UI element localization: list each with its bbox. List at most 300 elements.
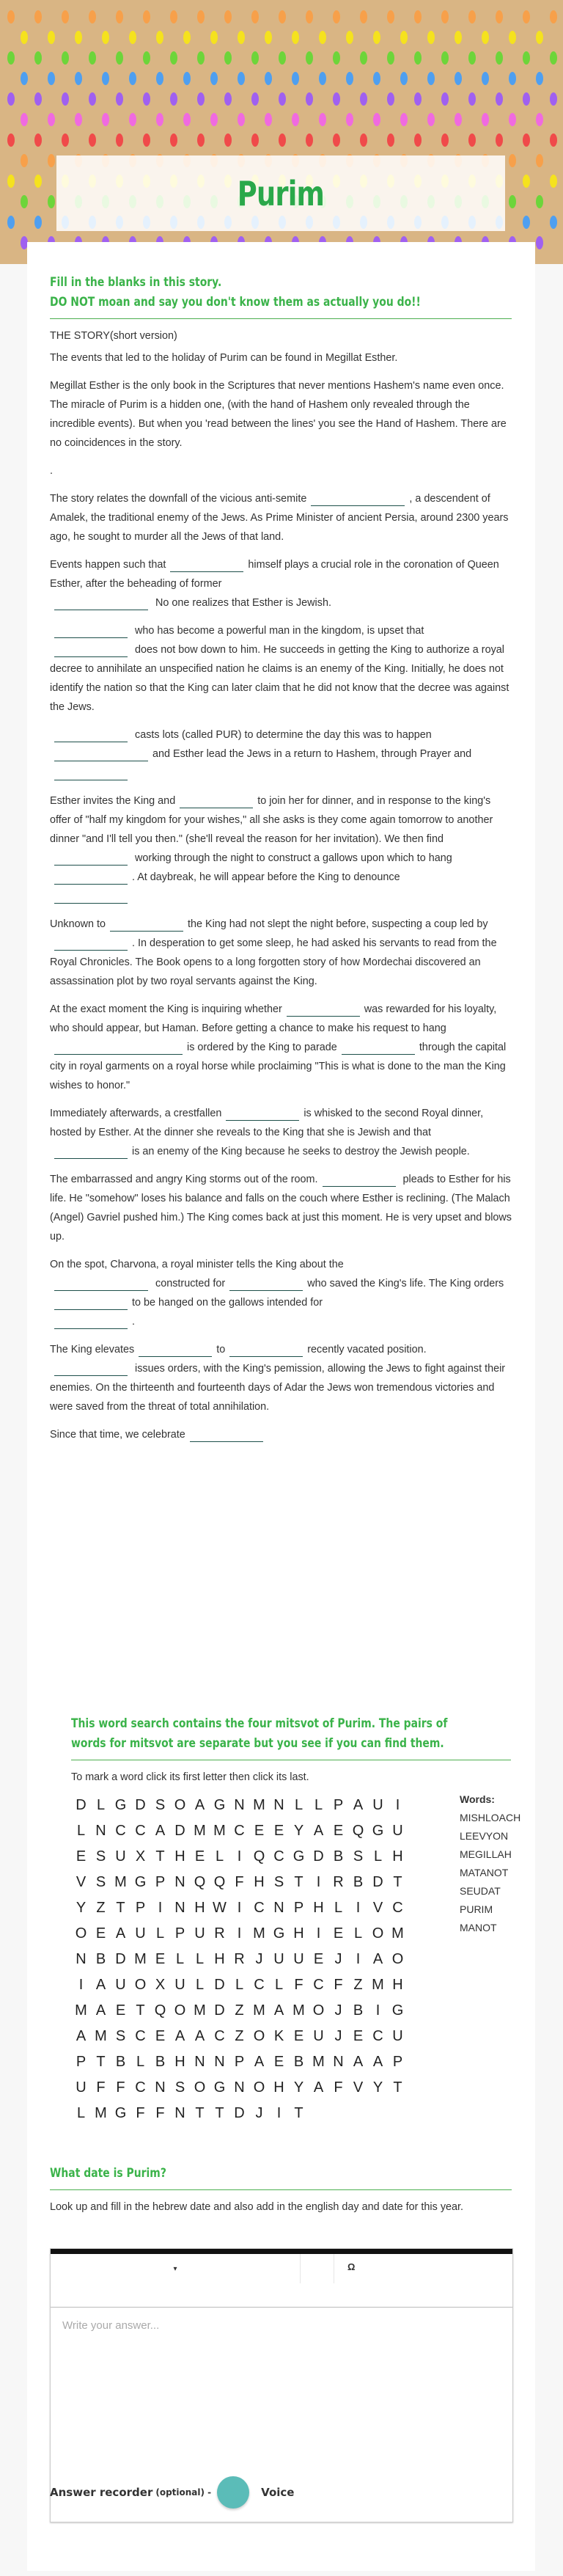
blank-input[interactable] [54, 871, 128, 885]
grid-letter[interactable]: G [372, 1823, 384, 1839]
decorative-dot [75, 113, 82, 126]
grid-letter[interactable]: E [254, 1823, 265, 1839]
decorative-dot [224, 10, 232, 23]
grid-letter[interactable]: Y [293, 1823, 304, 1839]
decorative-dot [509, 154, 516, 167]
grid-letter[interactable]: E [273, 1823, 284, 1839]
decorative-dot [400, 72, 408, 85]
recorder-optional: (optional) - [155, 2487, 212, 2498]
format-dropdown[interactable] [51, 2254, 301, 2283]
grid-letter[interactable]: G [213, 2079, 226, 2096]
story-paragraph: At the exact moment the King is inquiring whether was rewarded for his loyalty, who should appear, but Haman. Before getting a chance to make his request to hangis ordered by the King to parade through the capital city in royal garments on a royal horse while proclaiming "This is what is done to the man the King wishes to honor." [50, 1003, 507, 1091]
blank-input[interactable] [54, 1277, 148, 1291]
grid-letter[interactable]: I [316, 1874, 321, 1890]
grid-letter[interactable]: N [214, 2054, 225, 2070]
grid-letter[interactable]: L [334, 1900, 343, 1916]
grid-letter[interactable]: F [136, 2105, 145, 2121]
grid-letter[interactable]: Q [213, 1874, 226, 1890]
grid-letter[interactable]: Z [235, 2028, 244, 2044]
grid-letter[interactable]: I [237, 1900, 242, 1916]
grid-letter[interactable]: U [115, 1848, 126, 1865]
grid-letter[interactable]: D [135, 1797, 146, 1813]
story-paragraph: casts lots (called PUR) to determine the day this was to happenand Esther lead the Jews in a return to Hashem, through Prayer and [50, 725, 512, 783]
blank-input[interactable] [54, 643, 128, 657]
grid-letter[interactable]: E [155, 2028, 166, 2044]
grid-letter[interactable]: J [255, 2105, 263, 2121]
grid-letter[interactable]: E [313, 1951, 324, 1967]
blank-input[interactable] [54, 766, 128, 780]
grid-letter[interactable]: M [95, 2105, 107, 2121]
grid-letter[interactable]: U [115, 1977, 126, 1993]
decorative-dot [34, 175, 42, 188]
grid-letter[interactable]: E [76, 1848, 87, 1865]
grid-letter[interactable]: T [96, 2054, 106, 2070]
grid-letter[interactable]: Q [154, 2002, 166, 2019]
decorative-dot [496, 51, 503, 65]
decorative-dot [400, 31, 408, 44]
grid-letter[interactable]: D [214, 2002, 225, 2019]
grid-letter[interactable]: I [237, 1848, 242, 1865]
word-list-item: MISHLOACH [460, 1812, 521, 1823]
grid-letter[interactable]: A [313, 1823, 324, 1839]
grid-letter[interactable]: U [392, 1823, 403, 1839]
blank-input[interactable] [180, 794, 253, 808]
decorative-dot [427, 113, 435, 126]
story-paragraph: Since that time, we celebrate [50, 1425, 512, 1444]
grid-letter[interactable]: I [375, 2002, 380, 2019]
grid-letter[interactable]: L [195, 1951, 205, 1967]
word-list-item: MATANOT [460, 1867, 509, 1878]
blank-input[interactable] [54, 1315, 128, 1329]
grid-letter[interactable]: I [395, 1797, 400, 1813]
grid-letter[interactable]: F [334, 1977, 343, 1993]
grid-letter[interactable]: C [313, 1977, 324, 1993]
grid-letter[interactable]: L [274, 1977, 284, 1993]
grid-letter[interactable]: N [234, 1797, 245, 1813]
grid-letter[interactable]: H [313, 1900, 324, 1916]
blank-input[interactable] [311, 492, 405, 506]
grid-letter[interactable]: G [114, 2105, 127, 2121]
decorative-dot [482, 113, 489, 126]
grid-letter[interactable]: M [292, 2002, 305, 2019]
grid-letter[interactable]: H [214, 1951, 225, 1967]
grid-letter[interactable]: P [234, 2054, 245, 2070]
grid-letter[interactable]: P [293, 1900, 304, 1916]
blank-input[interactable] [229, 1343, 303, 1357]
decorative-dot [319, 72, 326, 85]
grid-letter[interactable]: N [273, 1797, 284, 1813]
grid-letter[interactable]: V [372, 1900, 383, 1916]
grid-letter[interactable]: G [134, 1874, 147, 1890]
story-paragraph: Immediately afterwards, a crestfallen is whisked to the second Royal dinner, hosted by Esther. At the dinner she reveals to the King that she is Jewish and thatis an enemy of the King because he seeks to destroy the Jewish people. [50, 1108, 484, 1157]
grid-letter[interactable]: S [273, 1874, 284, 1890]
grid-letter[interactable]: N [76, 1951, 87, 1967]
recorder-label: Answer recorder [50, 2486, 153, 2499]
grid-letter[interactable]: M [95, 2028, 107, 2044]
decorative-dot [333, 133, 340, 147]
grid-letter[interactable]: M [213, 1823, 226, 1839]
grid-letter[interactable]: U [174, 1977, 185, 1993]
grid-letter[interactable]: H [392, 1977, 403, 1993]
blank-input[interactable] [342, 1041, 415, 1055]
grid-letter[interactable]: N [333, 2054, 344, 2070]
grid-letter[interactable]: I [78, 1977, 84, 1993]
grid-letter[interactable]: L [96, 1797, 106, 1813]
blank-input[interactable] [54, 1296, 128, 1310]
decorative-dot [116, 133, 123, 147]
decorative-dot [102, 31, 109, 44]
grid-letter[interactable]: Q [352, 1823, 364, 1839]
grid-letter[interactable]: B [293, 2054, 304, 2070]
grid-letter[interactable]: T [136, 2002, 145, 2019]
grid-letter[interactable]: L [235, 1977, 244, 1993]
grid-letter[interactable]: F [96, 2079, 106, 2096]
blank-input[interactable] [110, 918, 183, 932]
grid-letter[interactable]: O [134, 1977, 147, 1993]
decorative-dot [21, 31, 28, 44]
blank-input[interactable] [54, 890, 128, 904]
grid-letter[interactable]: L [314, 1797, 323, 1813]
grid-letter[interactable]: L [76, 2105, 86, 2121]
grid-letter[interactable]: E [273, 2054, 284, 2070]
grid-letter[interactable]: J [255, 1951, 263, 1967]
grid-letter[interactable]: H [194, 1900, 205, 1916]
blank-input[interactable] [287, 1003, 360, 1017]
chevron-down-icon: ▾ [173, 2264, 177, 2273]
grid-letter[interactable]: M [253, 1797, 265, 1813]
decorative-dot [550, 216, 557, 229]
grid-letter[interactable]: D [115, 1951, 126, 1967]
decorative-dot [197, 133, 205, 147]
grid-letter[interactable]: A [194, 1797, 205, 1813]
grid-letter[interactable]: I [276, 2105, 282, 2121]
grid-letter[interactable]: P [392, 2054, 403, 2070]
grid-letter[interactable]: U [372, 1797, 383, 1813]
blank-input[interactable] [54, 596, 148, 610]
decorative-dot [536, 31, 543, 44]
decorative-dot [183, 113, 191, 126]
grid-letter[interactable]: P [135, 1900, 146, 1916]
grid-letter[interactable]: W [213, 1900, 227, 1916]
grid-letter[interactable]: R [214, 1925, 225, 1942]
grid-letter[interactable]: A [174, 2028, 185, 2044]
decorative-dot [62, 133, 69, 147]
special-character-icon[interactable]: Ω [347, 2261, 356, 2272]
grid-letter[interactable]: D [372, 1874, 383, 1890]
grid-letter[interactable]: T [393, 2079, 402, 2096]
decorative-dot [197, 51, 205, 65]
grid-letter[interactable]: D [214, 1977, 225, 1993]
grid-letter[interactable]: O [253, 2028, 265, 2044]
grid-letter[interactable]: C [115, 1823, 126, 1839]
grid-letter[interactable]: C [254, 1900, 265, 1916]
record-button[interactable] [217, 2476, 249, 2509]
blank-input[interactable] [229, 1277, 303, 1291]
word-list-item: PURIM [460, 1903, 493, 1915]
grid-letter[interactable]: N [194, 2054, 205, 2070]
grid-letter[interactable]: U [273, 1951, 284, 1967]
grid-letter[interactable]: C [372, 2028, 383, 2044]
grid-letter[interactable]: A [194, 2028, 205, 2044]
grid-letter[interactable]: U [135, 1925, 146, 1942]
grid-letter[interactable]: P [155, 1874, 166, 1890]
grid-letter[interactable]: Q [253, 1848, 265, 1865]
grid-letter[interactable]: T [294, 1874, 303, 1890]
grid-letter[interactable]: O [253, 2079, 265, 2096]
blank-input[interactable] [54, 937, 128, 951]
grid-letter[interactable]: L [155, 1925, 165, 1942]
grid-letter[interactable]: G [292, 1848, 305, 1865]
grid-letter[interactable]: P [174, 1925, 185, 1942]
decorative-dot [360, 92, 367, 106]
date-question-instruction: Look up and fill in the hebrew date and also add in the english day and date for this year. [50, 2201, 464, 2213]
grid-letter[interactable]: D [174, 1823, 185, 1839]
grid-letter[interactable]: U [392, 2028, 403, 2044]
grid-letter[interactable]: B [95, 1951, 106, 1967]
grid-letter[interactable]: I [356, 1900, 361, 1916]
blank-input[interactable] [54, 852, 128, 866]
grid-letter[interactable]: E [293, 2028, 304, 2044]
grid-letter[interactable]: T [215, 2105, 224, 2121]
grid-letter[interactable]: D [313, 1848, 324, 1865]
grid-letter[interactable]: D [234, 2105, 245, 2121]
decorative-dot [292, 72, 299, 85]
grid-letter[interactable]: S [95, 1874, 106, 1890]
grid-letter[interactable]: T [393, 1874, 402, 1890]
grid-letter[interactable]: O [372, 1925, 384, 1942]
grid-letter[interactable]: H [174, 2054, 185, 2070]
grid-letter[interactable]: Y [76, 1900, 87, 1916]
grid-letter[interactable]: L [353, 1925, 363, 1942]
grid-letter[interactable]: T [294, 2105, 303, 2121]
grid-letter[interactable]: K [273, 2028, 284, 2044]
blank-input[interactable] [139, 1343, 212, 1357]
grid-letter[interactable]: A [273, 2002, 284, 2019]
word-list-item: MEGILLAH [460, 1848, 512, 1860]
grid-letter[interactable]: H [392, 1848, 403, 1865]
grid-letter[interactable]: C [135, 2079, 146, 2096]
grid-letter[interactable]: M [253, 2002, 265, 2019]
grid-letter[interactable]: T [116, 1900, 125, 1916]
grid-letter[interactable]: A [76, 2028, 87, 2044]
grid-letter[interactable]: F [116, 2079, 125, 2096]
decorative-dot [292, 113, 299, 126]
grid-letter[interactable]: N [273, 1900, 284, 1916]
grid-letter[interactable]: Z [235, 2002, 244, 2019]
grid-letter[interactable]: A [372, 2054, 383, 2070]
grid-letter[interactable]: B [353, 1874, 364, 1890]
grid-letter[interactable]: X [135, 1848, 146, 1865]
grid-letter[interactable]: U [76, 2079, 87, 2096]
grid-letter[interactable]: M [312, 2054, 325, 2070]
grid-letter[interactable]: T [195, 2105, 205, 2121]
decorative-dot [509, 72, 516, 85]
grid-letter[interactable]: U [293, 1951, 304, 1967]
grid-letter[interactable]: C [273, 1848, 284, 1865]
decorative-dot [21, 72, 28, 85]
grid-letter[interactable]: J [334, 2002, 342, 2019]
decorative-dot [34, 133, 42, 147]
grid-letter[interactable]: N [95, 1823, 106, 1839]
grid-letter[interactable]: S [115, 2028, 126, 2044]
grid-letter[interactable]: F [235, 1874, 244, 1890]
grid-letter[interactable]: F [155, 2105, 165, 2121]
grid-letter[interactable]: D [76, 1797, 87, 1813]
grid-letter[interactable]: J [334, 2028, 342, 2044]
grid-letter[interactable]: N [174, 1900, 185, 1916]
blank-input[interactable] [226, 1107, 299, 1121]
grid-letter[interactable]: H [174, 1848, 185, 1865]
grid-letter[interactable]: M [194, 1823, 206, 1839]
grid-letter[interactable]: E [155, 1951, 166, 1967]
decorative-dot [48, 154, 55, 167]
grid-letter[interactable]: I [356, 1951, 361, 1967]
grid-letter[interactable]: B [353, 2002, 364, 2019]
grid-letter[interactable]: J [334, 1951, 342, 1967]
grid-letter[interactable]: L [175, 1951, 185, 1967]
grid-letter[interactable]: E [333, 1925, 344, 1942]
grid-letter[interactable]: E [95, 1925, 106, 1942]
grid-letter[interactable]: M [391, 1925, 404, 1942]
grid-letter[interactable]: Y [293, 2079, 304, 2096]
grid-letter[interactable]: I [316, 1925, 321, 1942]
grid-letter[interactable]: A [254, 2054, 265, 2070]
grid-letter[interactable]: L [373, 1848, 383, 1865]
grid-letter[interactable]: N [155, 2079, 166, 2096]
grid-letter[interactable]: N [174, 2105, 185, 2121]
grid-letter[interactable]: M [114, 1874, 127, 1890]
grid-letter[interactable]: C [234, 1823, 245, 1839]
grid-letter[interactable]: R [333, 1874, 344, 1890]
decorative-dot [414, 133, 422, 147]
grid-letter[interactable]: H [293, 1925, 304, 1942]
grid-letter[interactable]: I [237, 1925, 242, 1942]
blank-input[interactable] [54, 1041, 183, 1055]
grid-letter[interactable]: G [273, 1925, 285, 1942]
grid-letter[interactable]: A [353, 1797, 364, 1813]
decorative-dot [441, 92, 449, 106]
grid-letter[interactable]: Z [96, 1900, 106, 1916]
grid-letter[interactable]: C [135, 1823, 146, 1839]
grid-letter[interactable]: F [334, 2079, 343, 2096]
grid-letter[interactable]: Y [372, 2079, 383, 2096]
grid-letter[interactable]: B [155, 2054, 166, 2070]
grid-letter[interactable]: H [273, 2079, 284, 2096]
grid-letter[interactable]: S [95, 1848, 106, 1865]
grid-letter[interactable]: C [214, 2028, 225, 2044]
grid-letter[interactable]: N [174, 1874, 185, 1890]
grid-letter[interactable]: A [372, 1951, 383, 1967]
grid-letter[interactable]: L [136, 2054, 145, 2070]
grid-letter[interactable]: G [114, 1797, 127, 1813]
grid-letter[interactable]: A [313, 2079, 324, 2096]
grid-letter[interactable]: X [155, 1977, 166, 1993]
grid-letter[interactable]: O [75, 1925, 87, 1942]
grid-letter[interactable]: P [76, 2054, 87, 2070]
story-paragraph: who has become a powerful man in the kingdom, is upset that does not bow down to him. He succeeds in getting the King to authorize a royal decree to annihilate an unspecified nation he claims is an enemy of the King. Initially, he does not identify the nation so that the King can later claim that he did not know that the decree was against the Jews. [50, 625, 509, 713]
grid-letter[interactable]: U [194, 1925, 205, 1942]
blank-input[interactable] [323, 1173, 396, 1187]
grid-letter[interactable]: M [194, 2002, 206, 2019]
grid-letter[interactable]: T [155, 1848, 165, 1865]
grid-letter[interactable]: O [312, 2002, 325, 2019]
decorative-dot [238, 31, 245, 44]
grid-letter[interactable]: L [294, 1797, 303, 1813]
grid-letter[interactable]: E [115, 2002, 126, 2019]
grid-letter[interactable]: O [391, 1951, 404, 1967]
story-paragraph: The embarrassed and angry King storms out of the room. pleads to Esther for his life. He "somehow" loses his balance and falls on the couch where Esther is reclining. (The Malach (Angel) Gavriel pushed him.) The King comes back at just this moment. He is very upset and blows up. [50, 1174, 512, 1243]
grid-letter[interactable]: E [333, 1823, 344, 1839]
grid-letter[interactable]: O [174, 1797, 186, 1813]
grid-letter[interactable]: I [158, 1900, 163, 1916]
decorative-dot [441, 10, 449, 23]
grid-letter[interactable]: A [95, 2002, 106, 2019]
grid-letter[interactable]: M [75, 2002, 87, 2019]
grid-letter[interactable]: E [353, 2028, 364, 2044]
grid-letter[interactable]: Z [353, 1977, 363, 1993]
grid-letter[interactable]: G [391, 2002, 404, 2019]
grid-letter[interactable]: A [155, 1823, 166, 1839]
grid-letter[interactable]: L [215, 1848, 224, 1865]
grid-letter[interactable]: P [333, 1797, 344, 1813]
grid-letter[interactable]: M [372, 1977, 384, 1993]
grid-letter[interactable]: V [353, 2079, 364, 2096]
decorative-dot [427, 72, 435, 85]
grid-letter[interactable]: V [76, 1874, 87, 1890]
blank-input[interactable] [54, 728, 128, 742]
grid-letter[interactable]: R [234, 1951, 245, 1967]
grid-letter[interactable]: A [95, 1977, 106, 1993]
grid-letter[interactable]: Q [194, 1874, 206, 1890]
grid-letter[interactable]: B [115, 2054, 126, 2070]
decorative-dot [523, 175, 530, 188]
grid-letter[interactable]: U [313, 2028, 324, 2044]
grid-letter[interactable]: F [294, 1977, 303, 1993]
grid-letter[interactable]: G [213, 1797, 226, 1813]
blank-input[interactable] [54, 747, 148, 761]
blank-input[interactable] [170, 558, 243, 572]
grid-letter[interactable]: N [234, 2079, 245, 2096]
blank-input[interactable] [54, 1362, 128, 1376]
grid-letter[interactable]: L [76, 1823, 86, 1839]
decorative-dot [251, 10, 259, 23]
grid-letter[interactable]: A [353, 2054, 364, 2070]
wordsearch-grid[interactable] [71, 1796, 511, 2123]
blank-input[interactable] [54, 1145, 128, 1159]
decorative-dot [373, 31, 380, 44]
decorative-dot [468, 92, 476, 106]
grid-letter[interactable]: C [135, 2028, 146, 2044]
grid-letter[interactable]: C [392, 1900, 403, 1916]
grid-letter[interactable]: S [353, 1848, 364, 1865]
grid-letter[interactable]: L [195, 1977, 205, 1993]
decorative-dot [306, 10, 313, 23]
decorative-dot [441, 133, 449, 147]
grid-letter[interactable]: M [134, 1951, 147, 1967]
grid-letter[interactable]: C [254, 1977, 265, 1993]
grid-letter[interactable]: S [174, 2079, 185, 2096]
grid-letter[interactable]: O [194, 2079, 206, 2096]
blank-input[interactable] [54, 624, 128, 638]
grid-letter[interactable]: E [194, 1848, 205, 1865]
grid-letter[interactable]: H [254, 1874, 265, 1890]
grid-letter[interactable]: B [333, 1848, 344, 1865]
grid-letter[interactable]: M [253, 1925, 265, 1942]
grid-letter[interactable]: O [174, 2002, 186, 2019]
grid-letter[interactable]: S [155, 1797, 166, 1813]
grid-letter[interactable]: A [115, 1925, 126, 1942]
blank-input[interactable] [190, 1428, 263, 1442]
